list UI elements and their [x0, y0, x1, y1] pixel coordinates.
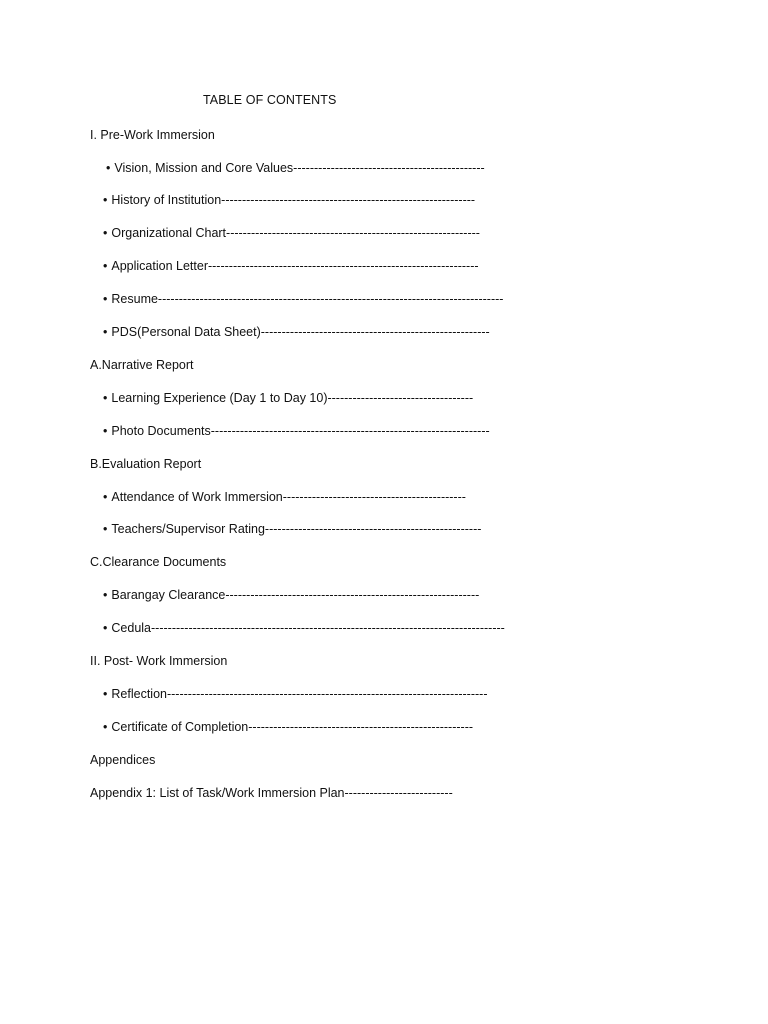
toc-item: • Reflection-----------------------------------------------------------------------------	[103, 687, 488, 701]
toc-item: • Application Letter-----------------------------------------------------------------	[103, 259, 479, 273]
toc-item: • Resume-----------------------------------------------------------------------------------	[103, 292, 504, 306]
toc-item: • PDS(Personal Data Sheet)-------------------------------------------------------	[103, 325, 490, 339]
toc-item: • Learning Experience (Day 1 to Day 10)-----------------------------------	[103, 391, 474, 405]
bullet-icon: •	[103, 588, 108, 602]
toc-section-narrative-report: A.Narrative Report	[90, 358, 194, 372]
toc-item: • Barangay Clearance-------------------------------------------------------------	[103, 588, 480, 602]
bullet-icon: •	[103, 687, 108, 701]
toc-section-clearance-documents: C.Clearance Documents	[90, 555, 227, 569]
bullet-icon: •	[106, 161, 111, 175]
toc-section-appendices: Appendices	[90, 753, 156, 767]
bullet-icon: •	[103, 325, 108, 339]
bullet-icon: •	[103, 259, 108, 273]
toc-appendix-1: Appendix 1: List of Task/Work Immersion Plan--------------------------	[90, 786, 453, 800]
toc-item: • Cedula-------------------------------------------------------------------------------------	[103, 621, 505, 635]
bullet-icon: •	[103, 292, 108, 306]
toc-item: • Organizational Chart-------------------------------------------------------------	[103, 226, 480, 240]
toc-title: TABLE OF CONTENTS	[203, 93, 337, 107]
toc-section-post-work-immersion: II. Post- Work Immersion	[90, 654, 228, 668]
toc-section-evaluation-report: B.Evaluation Report	[90, 457, 202, 471]
bullet-icon: •	[103, 621, 108, 635]
bullet-icon: •	[103, 720, 108, 734]
toc-item: • Photo Documents-------------------------------------------------------------------	[103, 424, 490, 438]
bullet-icon: •	[103, 226, 108, 240]
bullet-icon: •	[103, 490, 108, 504]
toc-item: • History of Institution-------------------------------------------------------------	[103, 193, 476, 207]
toc-item: • Teachers/Supervisor Rating----------------------------------------------------	[103, 522, 482, 536]
toc-section-pre-work-immersion: I. Pre-Work Immersion	[90, 128, 215, 142]
toc-item: • Attendance of Work Immersion--------------------------------------------	[103, 490, 466, 504]
bullet-icon: •	[103, 522, 108, 536]
bullet-icon: •	[103, 193, 108, 207]
bullet-icon: •	[103, 391, 108, 405]
bullet-icon: •	[103, 424, 108, 438]
toc-item: • Vision, Mission and Core Values----------------------------------------------	[106, 161, 485, 175]
toc-item: • Certificate of Completion------------------------------------------------------	[103, 720, 474, 734]
